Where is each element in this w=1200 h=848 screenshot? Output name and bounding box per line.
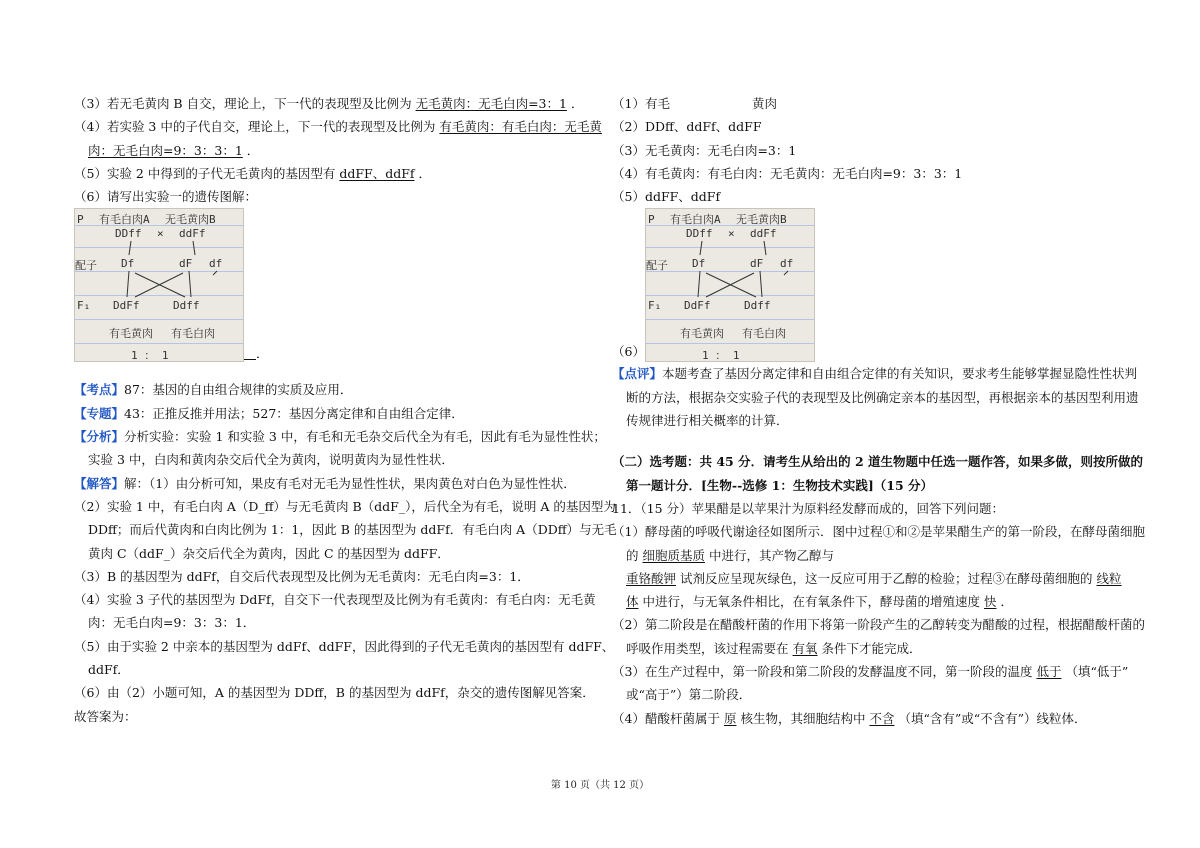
q11-3-line-2: 或“高于”）第二阶段．: [626, 687, 752, 703]
answer-3: （3）无毛黄肉：无毛白肉=3：1: [612, 142, 797, 158]
answer-mitochondria-part1: 线粒: [1096, 570, 1122, 586]
fenxi-line-2: 实验 3 中，白肉和黄肉杂交后代全为黄肉，说明黄肉为显性性状．: [88, 452, 454, 468]
q11-stem: 11．（15 分）苹果醋是以苹果汁为原料经发酵而成的，回答下列问题：: [612, 500, 1005, 516]
answer-aerobic: 有氧: [792, 640, 818, 656]
solution-line-6: 肉：无毛白肉=9：3：3：1．: [88, 615, 256, 631]
genetic-diagram-photo: [74, 208, 244, 362]
diagram-cross-symbol: ×: [727, 227, 735, 241]
answer-prokaryote: 原: [723, 710, 737, 726]
q11-4-line: （4）醋酸杆菌属于 原 核生物，其细胞结构中 不含 （填“含有”或“不含有”）线粒体．: [612, 710, 1087, 726]
solution-line-3: 黄肉 C（ddF_）杂交后代全为黄肉，因此 C 的基因型为 ddFF．: [88, 545, 450, 561]
q4-answer-part1: 有毛黄肉：有毛白肉：无毛黄: [439, 119, 602, 135]
fenxi-line: 【分析】分析实验：实验 1 和实验 3 中，有毛和无毛杂交后代全为有毛，因此有毛为显性性状；: [74, 429, 606, 445]
diagram-offspring2-phenotype: 有毛白肉: [741, 327, 786, 341]
diagram-parent2-genotype: ddFf: [179, 227, 206, 241]
q3-line: （3）若无毛黄肉 B 自交，理论上，下一代的表现型及比例为 无毛黄肉：无毛白肉=3：1 ．: [74, 96, 584, 111]
q11-1-line-3: 重铬酸钾 试剂反应呈现灰绿色，这一反应可用于乙醇的检验；过程③在酵母菌细胞的 线粒: [626, 570, 1122, 586]
diagram-parent2-genotype: ddFf: [749, 227, 777, 241]
diagram-p-label: P: [77, 213, 84, 227]
q6-line: （6）请写出实验一的遗传图解：: [74, 189, 257, 205]
zhuanti-line: 【专题】43：正推反推并用法；527：基因分离定律和自由组合定律．: [74, 405, 464, 421]
diagram-gamete-3: df: [779, 257, 794, 271]
dianping-line: 【点评】本题考查了基因分离定律和自由组合定律的有关知识，要求考生能够掌握显隐性性状判: [612, 366, 1138, 382]
answer-2: （2）DDff、ddFf、ddFF: [612, 119, 762, 135]
q5-line: （5）实验 2 中得到的子代无毛黄肉的基因型有 ddFF、ddFf ．: [74, 165, 431, 181]
diagram-offspring2-genotype: Ddff: [743, 299, 771, 313]
dianping-line-2: 断的方法，根据杂交实验子代的表现型及比例确定亲本的基因型，再根据亲本的基因型利用遗: [626, 389, 1139, 405]
diagram-offspring1-genotype: DdFf: [683, 299, 711, 313]
section-heading: （二）选考题：共 45 分．请考生从给出的 2 道生物题中任选一题作答，如果多做，则按所做的: [612, 454, 1144, 470]
q11-2-line-1: （2）第二阶段是在醋酸杆菌的作用下将第一阶段产生的乙醇转变为醋酸的过程，根据醋酸杆菌的: [612, 617, 1145, 633]
diagram-gamete-2: dF: [749, 257, 764, 271]
diagram-gamete-label: 配子: [75, 259, 97, 273]
q11-1-line-4: 体 中进行，与无氧条件相比，在有氧条件下，酵母菌的增殖速度 快 ．: [626, 594, 1014, 610]
solution-line-1: （2）实验 1 中，有毛白肉 A（D_ff）与无毛黄肉 B（ddF_），后代全为有毛，说明 A 的基因型为: [74, 498, 616, 514]
genetic-diagram-photo-answer: [645, 208, 815, 362]
dianping-line-3: 传规律进行相关概率的计算．: [626, 413, 789, 429]
diagram-parent1-genotype: DDff: [115, 227, 142, 241]
diagram-parent1-phenotype: 有毛白肉A: [669, 213, 721, 227]
diagram-f1-label: F₁: [77, 299, 91, 313]
diagram-ratio: 1 ： 1: [131, 349, 169, 363]
q4-line: （4）若实验 3 中的子代自交，理论上，下一代的表现型及比例为 有毛黄肉：有毛白肉：无毛黄: [74, 119, 602, 135]
q11-1-line-2: 的 细胞质基质 中进行，其产物乙醇与: [626, 547, 835, 563]
answer-6-area: （6） P 有毛白肉A 无毛黄肉B DDff × ddFf 配子 Df dF df F₁ DdFf Ddff 有毛黄肉 有毛白肉 1 ： 1: [612, 208, 1132, 362]
q4-line-2: 肉：无毛白肉=9：3：3：1 ．: [88, 142, 260, 158]
answer-no-mitochondria: 不含: [869, 710, 895, 726]
diagram-parent1-phenotype: 有毛白肉A: [99, 213, 150, 227]
diagram-offspring1-genotype: DdFf: [113, 299, 140, 313]
diagram-p-label: P: [647, 213, 655, 227]
left-column: [74, 92, 617, 728]
diagram-parent2-phenotype: 无毛黄肉B: [735, 213, 787, 227]
solution-line-8: ddFf．: [88, 662, 130, 678]
solution-line-9: （6）由（2）小题可知，A 的基因型为 DDff，B 的基因型为 ddFf，杂交的遗传图解见答案．: [74, 685, 595, 701]
diagram-ratio: 1 ： 1: [701, 349, 740, 363]
diagram-offspring2-genotype: Ddff: [173, 299, 200, 313]
kaodian-line: 【考点】87：基因的自由组合规律的实质及应用．: [74, 382, 353, 398]
jieda-line: 【解答】解：（1）由分析可知，果皮有毛对无毛为显性性状，果肉黄色对白色为显性性状．: [74, 475, 576, 491]
answer-dichromate: 重铬酸钾: [626, 570, 677, 586]
q3-answer: 无毛黄肉：无毛白肉=3：1: [415, 96, 567, 111]
diagram-gamete-1: Df: [121, 257, 135, 271]
diagram-parent1-genotype: DDff: [685, 227, 713, 241]
q6-answer-area: P 有毛白肉A 无毛黄肉B DDff × ddFf 配子 Df dF df F₁ DdFf Ddff 有毛黄肉 有毛白肉 1 ： 1 ．: [74, 208, 586, 362]
diagram-gamete-label: 配子: [645, 259, 668, 273]
diagram-f1-label: F₁: [647, 299, 662, 313]
answer-fast: 快: [984, 594, 997, 610]
answer-cytoplasm: 细胞质基质: [642, 547, 706, 563]
solution-line-2: DDff；而后代黄肉和白肉比例为 1：1，因此 B 的基因型为 ddFf．有毛白肉 A（DDff）与无毛: [88, 522, 617, 538]
diagram-gamete-1: Df: [691, 257, 706, 271]
diagram-offspring1-phenotype: 有毛黄肉: [679, 327, 724, 341]
answer-5: （5）ddFF、ddFf: [612, 189, 721, 205]
answer-4: （4）有毛黄肉：有毛白肉：无毛黄肉：无毛白肉=9：3：3：1: [612, 165, 963, 181]
q11-2-line-2: 呼吸作用类型，该过程需要在 有氧 条件下才能完成．: [626, 640, 922, 656]
section-heading-2: 第一题计分．[生物--选修 1：生物技术实践]（15 分）: [626, 477, 934, 493]
q4-answer-part2: 肉：无毛白肉=9：3：3：1: [88, 142, 243, 158]
solution-line-7: （5）由于实验 2 中亲本的基因型为 ddFf、ddFF，因此得到的子代无毛黄肉的基因型有 ddFF、: [74, 638, 615, 654]
right-column: [612, 92, 1145, 730]
answer-mitochondria-part2: 体: [626, 594, 639, 610]
q11-1-line-1: （1）酵母菌的呼吸代谢途径如图所示．图中过程①和②是苹果醋生产的第一阶段，在酵母菌细胞: [612, 524, 1145, 540]
answer-1: （1）有毛 黄肉: [612, 96, 777, 111]
answer-lower: 低于: [1036, 664, 1062, 680]
diagram-offspring2-phenotype: 有毛白肉: [171, 327, 215, 341]
diagram-arrows-left: [75, 209, 243, 361]
q5-answer: ddFF、ddFf: [339, 165, 415, 181]
solution-line-4: （3）B 的基因型为 ddFf，自交后代表现型及比例为无毛黄肉：无毛白肉=3：1．: [74, 568, 530, 584]
diagram-offspring1-phenotype: 有毛黄肉: [109, 327, 153, 341]
page-footer: 第 10 页（共 12 页）: [550, 780, 650, 791]
diagram-arrows-right: [646, 209, 814, 361]
diagram-cross-symbol: ×: [157, 227, 164, 241]
solution-line-5: （4）实验 3 子代的基因型为 DdFf，自交下一代表现型及比例为有毛黄肉：有毛白肉：无毛黄: [74, 592, 596, 608]
diagram-parent2-phenotype: 无毛黄肉B: [165, 213, 216, 227]
solution-line-10: 故答案为：: [74, 708, 137, 724]
diagram-gamete-2: dF: [179, 257, 193, 271]
q11-3-line-1: （3）在生产过程中，第一阶段和第二阶段的发酵温度不同，第一阶段的温度 低于 （填“低于”: [612, 664, 1129, 680]
diagram-gamete-3: df: [209, 257, 223, 271]
